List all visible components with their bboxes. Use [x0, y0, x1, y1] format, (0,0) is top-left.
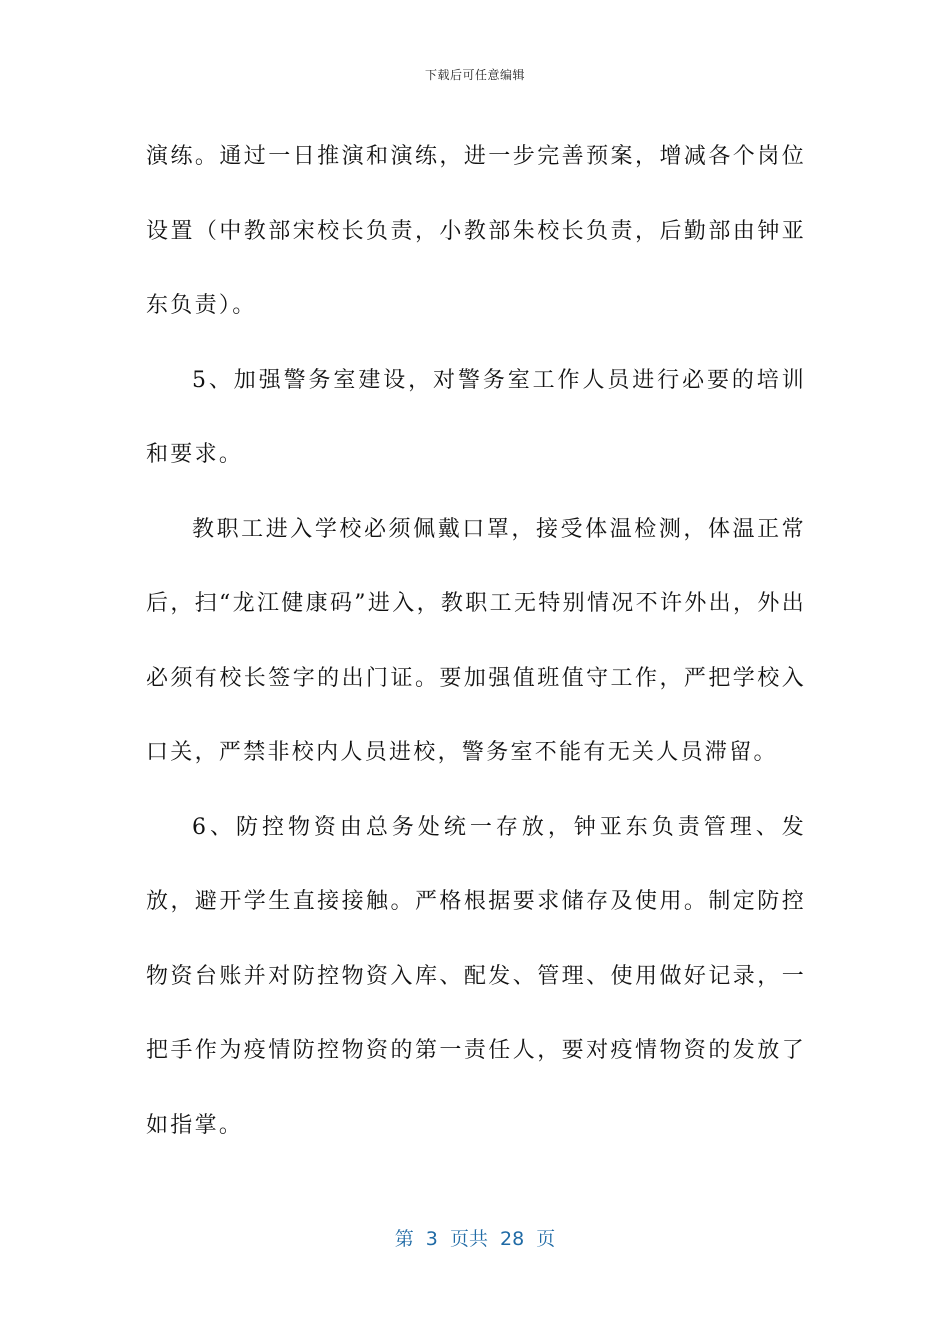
paragraph-4: 6、防控物资由总务处统一存放，钟亚东负责管理、发放，避开学生直接接触。严格根据要求储存及使用。制定防控物资台账并对防控物资入库、配发、管理、使用做好记录，一把手作为疫情防控物资的第一责任人，要对疫情物资的发放了如指掌。	[146, 814, 806, 1138]
paragraph-3: 教职工进入学校必须佩戴口罩，接受体温检测，体温正常后，扫“龙江健康码”进入，教职工无特别情况不许外出，外出必须有校长签字的出门证。要加强值班值守工作，严把学校入口关，严禁非校内人员进校，警务室不能有无关人员滞留。	[146, 516, 806, 765]
paragraph-1: 演练。通过一日推演和演练，进一步完善预案，增减各个岗位设置（中教部宋校长负责，小教部朱校长负责，后勤部由钟亚东负责）。	[146, 144, 806, 318]
document-body	[146, 120, 806, 1163]
paragraph-2: 5、加强警务室建设，对警务室工作人员进行必要的培训和要求。	[146, 367, 806, 467]
header-note: 下载后可任意编辑	[424, 68, 525, 82]
page-number-footer: 第 3 页共 28 页	[394, 1228, 556, 1250]
